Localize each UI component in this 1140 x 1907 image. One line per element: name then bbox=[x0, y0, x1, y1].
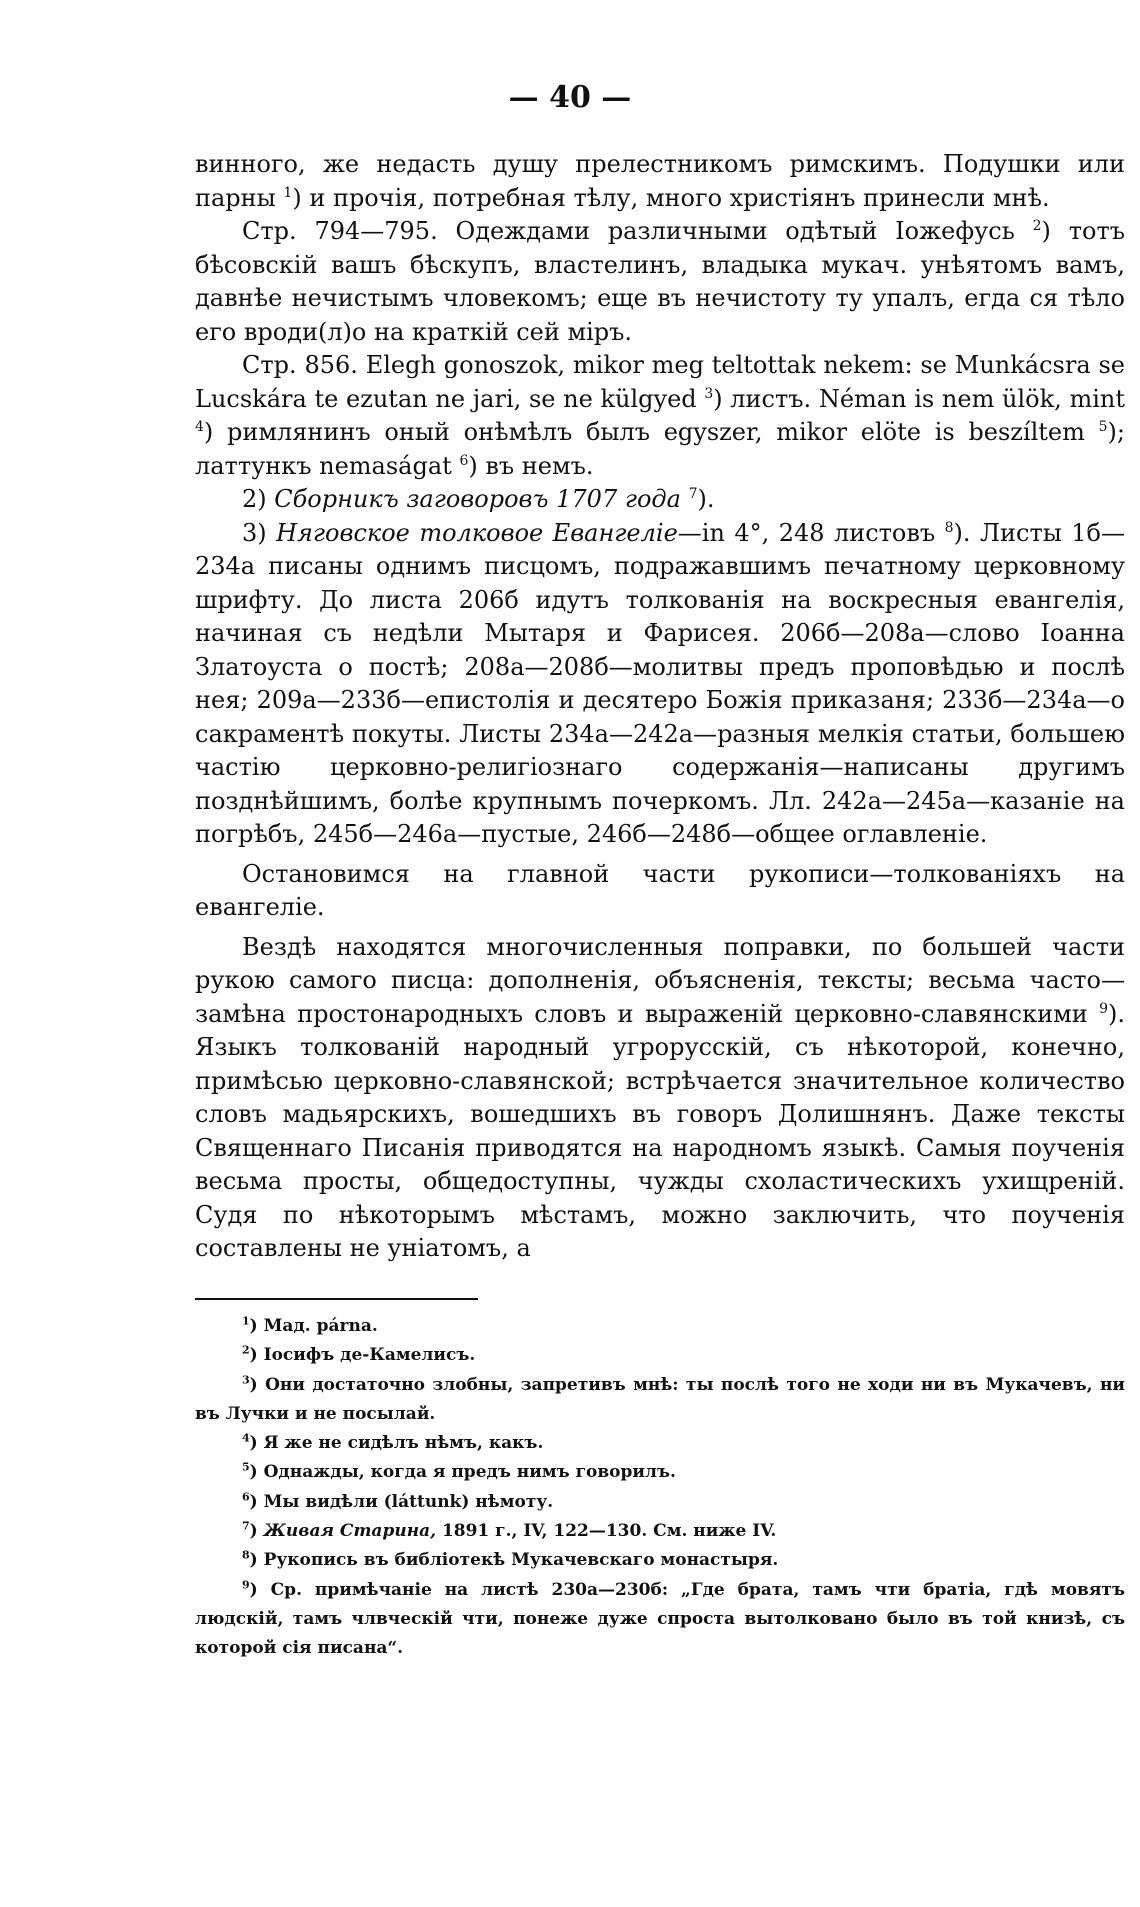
paragraph-continuation: винного, же недасть душу прелестникомъ римскимъ. Подушки или парны $^1$) и прочія, потребная тѣлу, много христіянъ принесли мнѣ. bbox=[195, 150, 1125, 212]
paragraph-main-part: Остановимся на главной части рукописи—толкованіяхъ на евангеліе. bbox=[195, 859, 1125, 921]
paragraph-item-2: 2) Сборникъ заговоровъ 1707 года $^7$). bbox=[242, 485, 715, 513]
footnote-7: $^7$) Живая Старина, 1891 г., IV, 122—130. См. ниже IV. bbox=[242, 1519, 777, 1542]
footnote-ref: 7 bbox=[688, 486, 698, 502]
paragraph-corrections: Вездѣ находятся многочисленныя поправки, по большей части рукою самого писца: дополненія, объясненія, тексты; весьма часто—замѣна простонародныхъ словъ и выраженій церковно-славянскими $^9$). Языкъ толкованій народный угрорусскій, съ нѣкоторой, конечно, примѣсью церковно-славянской; встрѣчается значительное количество словъ мадьярскихъ, вошедшихъ въ говоръ Долишнянъ. Даже тексты Священнаго Писанія приводятся на народномъ языкѣ. Самыя поученія весьма просты, общедоступны, чужды схоластическихъ ухищреній. Судя по нѣкоторымъ мѣстамъ, можно заключить, что поученія составлены не уніатомъ, а bbox=[195, 932, 1125, 1262]
footnote-ref: 1 bbox=[283, 184, 293, 201]
footnote-9: $^9$) Ср. примѣчаніе на листѣ 230а—230б: „Где брата, тамъ чти братіа, гдѣ мовятъ людскій, тамъ члвческій чти, понеже дуже спроста вытолковано было въ той книзѣ, съ которой сія писана“. bbox=[195, 1578, 1125, 1659]
page-number: — 40 — bbox=[508, 80, 632, 115]
paragraph-page-794: Стр. 794—795. Одеждами различными одѣтый Іожефусь $^2$) тотъ бѣсовскій вашъ бѣскупъ, властелинъ, владыка мукач. унѣятомъ вамъ, давнѣе нечистымъ чловекомъ; еще въ нечистоту ту упалъ, егда ся тѣло его вроди(л)о на краткій сей міръ. bbox=[195, 217, 1126, 346]
footnotes bbox=[195, 1312, 1125, 1664]
footnote-ref: 2 bbox=[1032, 218, 1042, 234]
footnote-ref: 6 bbox=[459, 452, 469, 469]
item-title: Сборникъ заговоровъ 1707 года bbox=[274, 485, 681, 513]
footnote-separator bbox=[195, 1298, 478, 1300]
main-text bbox=[195, 148, 1125, 1266]
footnote-8: $^8$) Рукопись въ библіотекѣ Мукачевскаго монастыря. bbox=[242, 1548, 779, 1571]
footnote-5: $^5$) Однажды, когда я предъ нимъ говорилъ. bbox=[242, 1460, 676, 1483]
item-title: Няговское толковое Евангеліе bbox=[276, 518, 678, 547]
footnote-1: $^1$) Мад. párna. bbox=[242, 1314, 378, 1336]
footnote-ref: 3 bbox=[704, 385, 714, 402]
footnote-4: $^4$) Я же не сидѣлъ нѣмъ, какъ. bbox=[242, 1431, 544, 1454]
paragraph-item-3: 3) Няговское толковое Евангеліе—in 4°, 248 листовъ $^8$). Листы 1б—234а писаны однимъ писцомъ, подражавшимъ печатному церковному шрифту. До листа 206б идутъ толкованія на воскресныя евангелія, начиная съ недѣли Мытаря и Фарисея. 206б—208а—слово Іоанна Златоуста о постѣ; 208а—208б—молитвы предъ проповѣдью и послѣ нея; 209а—233б—епистолія и десятеро Божія приказаня; 233б—234а—о сакраментѣ покуты. Листы 234а—242а—разныя мелкія статьи, большею частію церковно-религіознаго содержанія—написаны другимъ позднѣйшимъ, болѣе крупнымъ почеркомъ. Лл. 242а—245а—казаніе на погрѣбъ, 245б—246а—пустые, 246б—248б—общее оглавленіе. bbox=[195, 518, 1125, 848]
footnote-ref: 5 bbox=[1098, 419, 1108, 435]
footnote-3: $^3$) Они достаточно злобны, запретивъ мнѣ: ты послѣ того не ходи ни въ Мукачевъ, ни въ Лучки и не посылай. bbox=[195, 1372, 1125, 1424]
paragraph-page-856: Стр. 856. Elegh gonoszok, mikor meg teltottak nekem: se Munkácsra se Lucskára te ezutan ne jari, se ne külgyed $^3$) листъ. Néman is nem ülök, mint $^4$) римлянинъ оный онѣмѣлъ былъ egyszer, mikor elöte is beszíltem $^5$); латтункъ nemaságat $^6$) въ немъ. bbox=[195, 351, 1126, 480]
footnote-title: Живая Старина, bbox=[263, 1521, 437, 1542]
footnote-2: $^2$) Іосифъ де-Камелисъ. bbox=[242, 1343, 476, 1366]
footnote-ref: 8 bbox=[944, 519, 954, 536]
footnote-ref: 9 bbox=[1099, 1000, 1108, 1017]
footnote-6: $^6$) Мы видѣли (láttunk) нѣмоту. bbox=[242, 1490, 554, 1512]
footnote-ref: 4 bbox=[195, 419, 204, 435]
